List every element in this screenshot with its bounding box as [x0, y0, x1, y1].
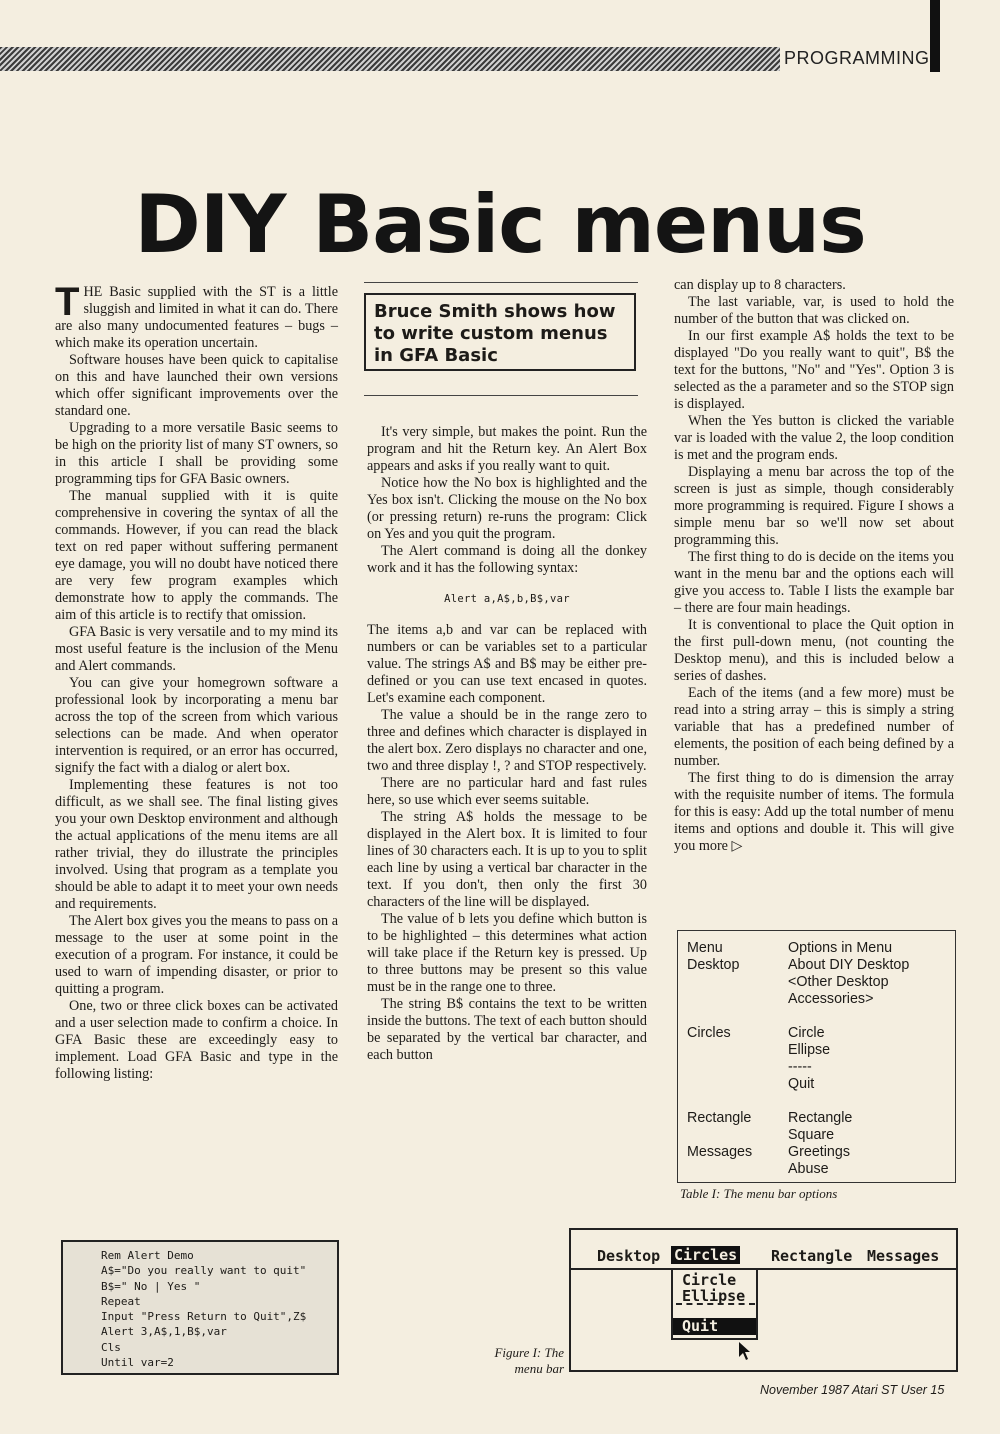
paragraph: In our first example A$ holds the text to be displayed "Do you really want to quit", B$ the text for the buttons, "No" and "Yes". Option 3 is selected as the a parameter and so the STOP sign is displayed. — [674, 328, 954, 412]
paragraph: The last variable, var, is used to hold the number of the button that was clicked on. — [674, 294, 954, 327]
table-header-options: Options in Menu — [788, 940, 893, 956]
paragraph: It is conventional to place the Quit option in the first pull-down menu, (not counting the Desktop menu), and this is included below a series of dashes. — [674, 617, 954, 684]
paragraph: There are no particular hard and fast rules here, so use which ever seems suitable. — [367, 775, 647, 808]
mouse-pointer-icon — [738, 1341, 752, 1364]
table-cell-menu: Rectangle — [687, 1110, 752, 1126]
menu-rectangle: Rectangle — [771, 1247, 853, 1265]
paragraph: Software houses have been quick to capitalise on this and have launched their own versions which offer significant improvements over the standard one. — [55, 352, 338, 419]
paragraph: When the Yes button is clicked the variable var is loaded with the value 2, the loop condition is met and the program ends. — [674, 413, 954, 463]
column-1 — [55, 280, 338, 1083]
table-cell-menu: Circles — [687, 1025, 731, 1041]
table-cell-menu: Messages — [687, 1144, 753, 1160]
paragraph: The string B$ contains the text to be written inside the buttons. The text of each button should be separated by the vertical bar character, and each button — [367, 996, 647, 1063]
column-3 — [674, 277, 954, 855]
drop-cap: T — [55, 280, 80, 324]
table-cell-options: About DIY Desktop <Other Desktop Accessories> — [788, 957, 910, 1007]
paragraph: The Alert command is doing all the donkey work and it has the following syntax: — [367, 543, 647, 576]
code-line: Until var=2 — [101, 1356, 174, 1370]
menu-options-table — [677, 930, 956, 1183]
paragraph: The Alert box gives you the means to pass on a message to the user at some point in the execution of a program. For instance, it could be used to warn of impending disaster, or prior to quitting a program. — [55, 913, 338, 997]
paragraph: Displaying a menu bar across the top of the screen is just as simple, though considerably more programming is required. Figure I shows a simple menu bar so we'll now set about programming this. — [674, 464, 954, 548]
table-caption: Table I: The menu bar options — [680, 1186, 838, 1201]
header-band — [0, 47, 780, 71]
dropdown-item-circle: Circle — [682, 1271, 737, 1289]
paragraph: Notice how the No box is highlighted and the Yes box isn't. Clicking the mouse on the No box (or pressing return) re-runs the program: Click on Yes and you quit the program. — [367, 475, 647, 542]
rule — [364, 395, 638, 396]
section-label: PROGRAMMING — [784, 48, 930, 68]
code-line: B$=" No | Yes " — [101, 1279, 201, 1293]
paragraph: Upgrading to a more versatile Basic seems to be high on the priority list of many ST owners, so in this article I shall be providing some programming tips for GFA Basic owners. — [55, 420, 338, 487]
paragraph: The value of b lets you define which button is to be highlighted – this determines what action will take place if the Return key is pressed. Up to three buttons may be present so this value must be in the range one to three. — [367, 911, 647, 995]
dropdown-item-quit: Quit — [673, 1318, 756, 1335]
code-line: Alert 3,A$,1,B$,var — [101, 1325, 227, 1339]
code-line: Rem Alert Demo — [101, 1249, 194, 1262]
margin-tab — [930, 0, 940, 72]
code-line: A$="Do you really want to quit" — [101, 1264, 307, 1278]
dropdown-separator — [676, 1303, 755, 1305]
continue-arrow-icon: ▷ — [731, 838, 743, 854]
headline: DIY Basic menus — [134, 178, 866, 271]
standfirst-box: Bruce Smith shows how to write custom menus in GFA Basic — [364, 293, 636, 371]
paragraph: The manual supplied with it is quite comprehensive in covering the syntax of all the commands. However, if you can read the black text on red paper without suffering permanent eye damage, you will no doubt have noticed there are very few program examples which demonstrate how to apply the commands. The aim of this article is to rectify that omission. — [55, 488, 338, 623]
code-line: Cls — [101, 1340, 121, 1354]
paragraph: The value a should be in the range zero to three and defines which character is displayed in the alert box. Zero displays no character and one, two and three display !, ? and STOP respectively. — [367, 707, 647, 774]
paragraph: can display up to 8 characters. — [674, 277, 846, 293]
menu-bar-figure — [569, 1228, 958, 1372]
code-line: Input "Press Return to Quit",Z$ — [101, 1310, 307, 1324]
table-cell-options: Rectangle Square — [788, 1110, 853, 1143]
table-cell-menu: Desktop — [687, 957, 740, 973]
paragraph: The first thing to do is dimension the array with the requisite number of items. The formula for this is easy: Add up the total number of menu items and options and double it. This will give you more ▷ — [674, 770, 954, 854]
menu-desktop: Desktop — [597, 1247, 661, 1265]
paragraph: The string A$ holds the message to be displayed in the Alert box. It is limited to four lines of 30 characters each. It is up to you to split each line by using a vertical bar character in the text. If you don't, then only the first 30 characters of the line will be displayed. — [367, 809, 647, 910]
code-line: Repeat — [101, 1294, 141, 1308]
paragraph: Implementing these features is not too difficult, as we shall see. The final listing gives you your own Desktop environment and although the actual applications of the menu items are all rather trivial, they do illustrate the principles involved. Using that program as a template you should be able to adapt it to meet your own needs and requirements. — [55, 777, 338, 912]
paragraph: One, two or three click boxes can be activated and a user selection made to confirm a choice. In GFA Basic these are exceedingly easy to implement. Load GFA Basic and type in the following listing: — [55, 998, 338, 1082]
menu-bar — [571, 1244, 956, 1270]
syntax-line: Alert a,A$,b,B$,var — [444, 593, 570, 605]
menu-messages: Messages — [867, 1247, 940, 1265]
rule — [364, 282, 638, 283]
paragraph: The first thing to do is decide on the items you want in the menu bar and the options each will give you access to. Table I lists the example bar – there are four main headings. — [674, 549, 954, 616]
table-cell-options: Greetings Abuse — [788, 1144, 850, 1177]
paragraph: You can give your homegrown software a professional look by incorporating a menu bar across the top of the screen from which various selections can be made. And when operator intervention is required, or an error has occurred, signify the fact with a dialog or alert box. — [55, 675, 338, 776]
dropdown-item-ellipse: Ellipse — [682, 1287, 746, 1305]
column-2 — [367, 424, 647, 1064]
code-listing — [61, 1240, 339, 1375]
paragraph: It's very simple, but makes the point. Run the program and hit the Return key. An Alert Box appears and asks if you really want to quit. — [367, 424, 647, 474]
paragraph: THE Basic supplied with the ST is a little sluggish and limited in what it can do. There are also many undocumented features – bugs – which make its operation uncertain. — [55, 280, 338, 351]
table-cell-options: Circle Ellipse ----- Quit — [788, 1025, 831, 1092]
paragraph: Each of the items (and a few more) must be read into a string array – this is simply a string variable that has a predefined number of elements, the position of each being defined by a number. — [674, 685, 954, 769]
dropdown-menu — [671, 1268, 758, 1340]
table-header-menu: Menu — [687, 940, 723, 956]
paragraph: The items a,b and var can be replaced with numbers or can be variables set to a particular value. The strings A$ and B$ may be either pre-defined or you can use text encased in quotes. Let's examine each component. — [367, 622, 647, 706]
figure-caption: Figure I: The menu bar — [494, 1345, 564, 1376]
paragraph: GFA Basic is very versatile and to my mind its most useful feature is the inclusion of the Menu and Alert commands. — [55, 624, 338, 674]
menu-circles: Circles — [671, 1246, 740, 1264]
page-footer: November 1987 Atari ST User 15 — [760, 1383, 945, 1397]
